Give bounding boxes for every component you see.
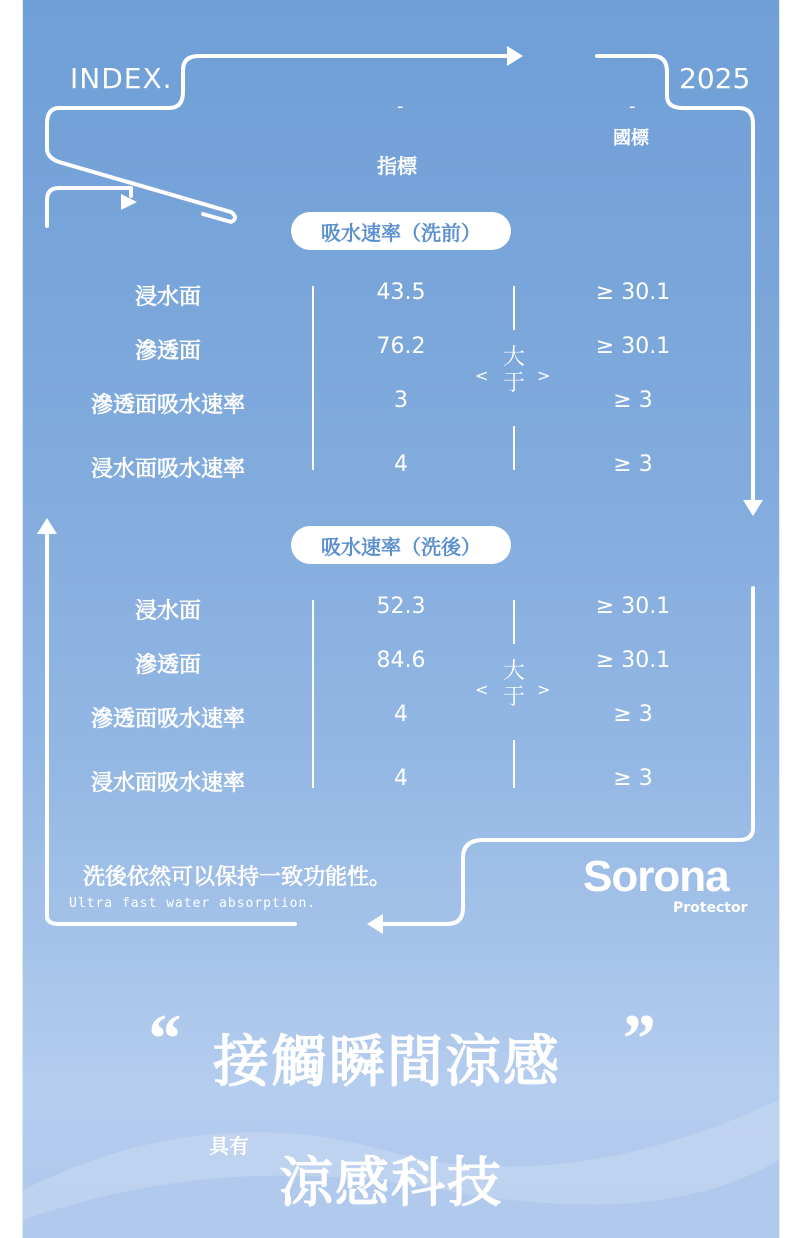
after-row-standard: ≥ 3 [613,766,653,791]
before-row-label: 浸水面 [134,285,201,310]
arrow-right-icon [507,46,523,66]
tagline-text: 接觸瞬間涼感 [213,1030,561,1095]
close-quote: ” [619,1001,654,1078]
divider-left [312,600,314,788]
after-row-label: 滲透面 [134,653,201,678]
flow-line-top [183,56,507,92]
footer-subtitle: Ultra fast water absorption. [69,896,317,911]
compare-top: 大 [502,345,525,370]
before-wash-title: 吸水速率（洗前） [291,212,511,250]
after-row-value: 4 [394,766,408,791]
before-row-standard: ≥ 3 [613,452,653,477]
before-row-standard: ≥ 3 [613,388,653,413]
compare-right-arrow: > [537,366,551,385]
before-row-value: 4 [394,452,408,477]
before-row-standard: ≥ 30.1 [595,280,671,305]
footer-statement: 洗後依然可以保持一致功能性。 [83,865,392,890]
after-row-value: 52.3 [376,594,426,619]
before-row-value: 43.5 [376,280,426,305]
divider-mid-bottom [513,426,515,470]
before-row-standard: ≥ 30.1 [595,334,671,359]
arrow-right-small-icon [121,194,137,210]
tagline-prefix: 具有 [209,1134,249,1158]
after-row-value: 4 [394,702,408,727]
divider-mid-bottom [513,740,515,788]
divider-mid-top [513,600,515,644]
after-row-standard: ≥ 30.1 [595,648,671,673]
index-dash: - [397,96,404,117]
arrow-down-icon [743,500,763,516]
after-row-standard: ≥ 30.1 [595,594,671,619]
poster [22,0,780,1238]
compare-right-arrow: > [537,680,551,699]
after-row-value: 84.6 [376,648,426,673]
compare-left-arrow: < [475,366,489,385]
standard-dash: - [629,96,636,117]
index-label: INDEX. [70,62,173,95]
after-row-standard: ≥ 3 [613,702,653,727]
before-row-label: 滲透面 [134,339,201,364]
before-row-value: 76.2 [376,334,426,359]
brand-sub: Protector [673,900,748,916]
brand-logo: Sorona [583,852,729,901]
before-row-value: 3 [394,388,408,413]
open-quote: “ [145,1001,180,1078]
year-label: 2025 [679,62,751,95]
after-wash-title: 吸水速率（洗後） [291,526,511,564]
after-row-label: 滲透面吸水速率 [90,707,245,732]
before-row-label: 滲透面吸水速率 [90,393,245,418]
after-row-label: 浸水面吸水速率 [90,771,245,796]
flow-line-left-short [47,188,131,226]
standard-column-head: 國標 [613,128,649,149]
divider-left [312,286,314,470]
index-column-head: 指標 [377,154,417,178]
divider-mid-top [513,286,515,330]
arrow-up-icon [37,518,57,534]
before-row-label: 浸水面吸水速率 [90,457,245,482]
after-row-label: 浸水面 [134,599,201,624]
compare-left-arrow: < [475,680,489,699]
flow-line-right [597,56,753,500]
flow-line-loop [47,92,235,222]
tagline-highlight: 涼感科技 [279,1151,503,1214]
compare-top: 大 [502,659,525,684]
compare-bottom: 于 [502,371,525,396]
compare-bottom: 于 [502,685,525,710]
arrow-left-icon [367,914,383,934]
